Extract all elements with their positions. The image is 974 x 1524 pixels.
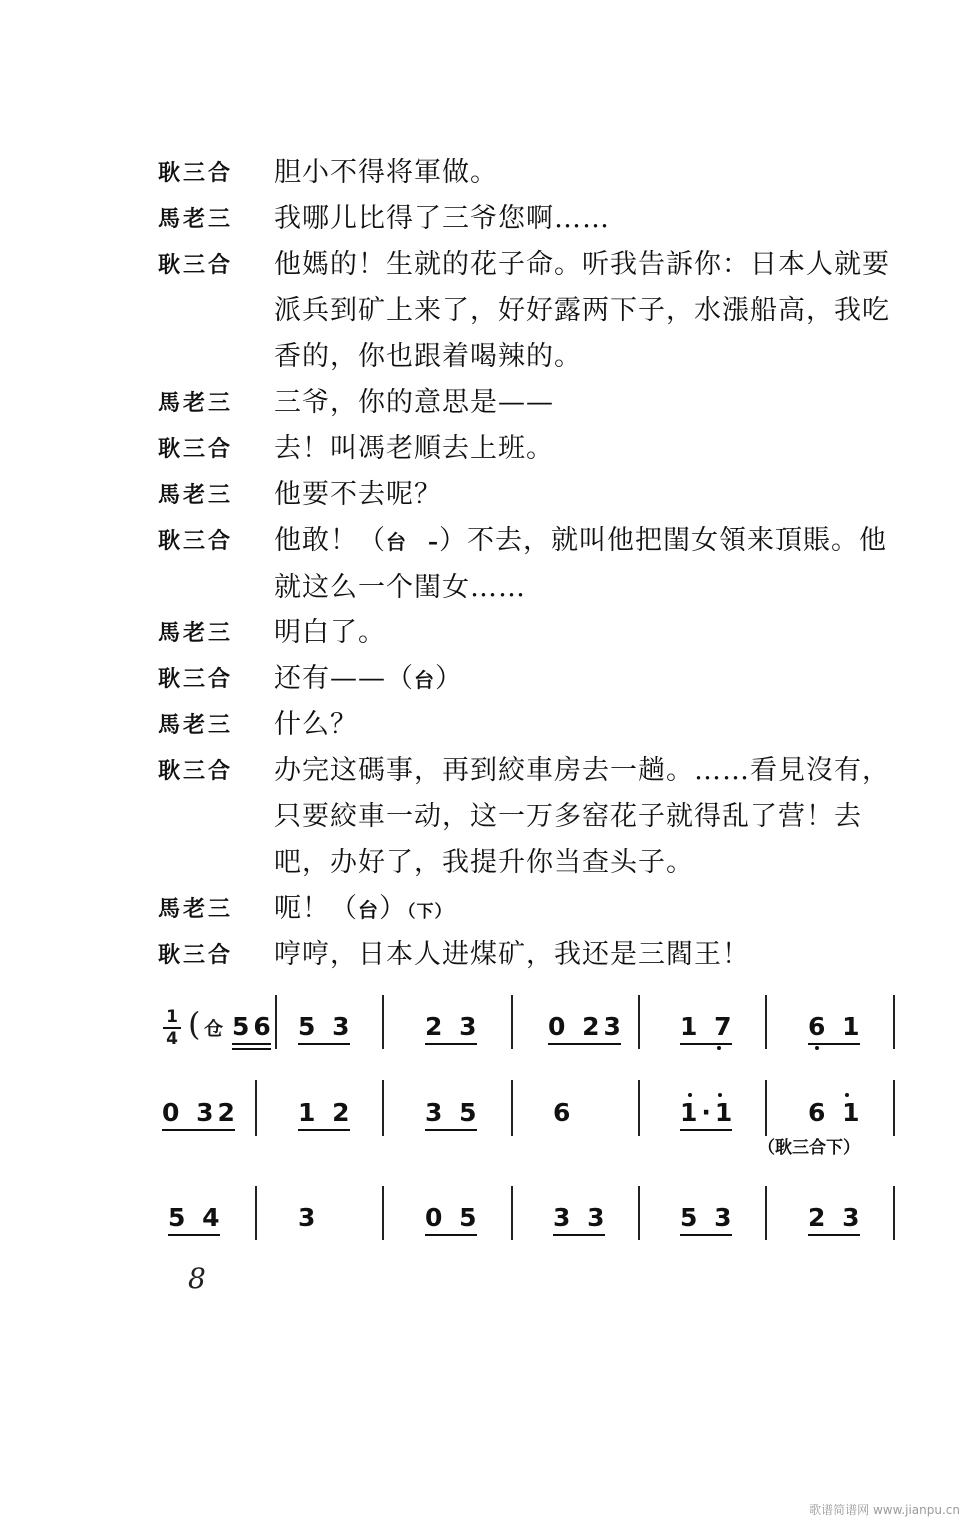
barline (382, 995, 384, 1049)
octave-dot (688, 1093, 692, 1097)
stage-direction: 台 – (386, 530, 439, 554)
stage-direction: 台 (358, 898, 379, 922)
speech-text: 三爷，你的意思是—— (274, 387, 554, 418)
beam-underline (680, 1234, 732, 1236)
speaker-name: 耿三合 (158, 253, 234, 278)
measure-notes: 2 3 (425, 1012, 481, 1041)
speaker-name: 馬老三 (158, 713, 234, 738)
octave-dot (845, 1093, 849, 1097)
beam-underline (680, 1129, 732, 1131)
speaker-name: 馬老三 (158, 391, 234, 416)
score-measure (298, 1203, 319, 1232)
stage-direction: 台 (414, 668, 435, 692)
measure-notes: 5 3 (680, 1203, 736, 1232)
speech-text: 他媽的！生就的花子命。听我告訴你：日本人就要派兵到矿上来了，好好露两下子，水漲船高，我吃香的，你也跟着喝辣的。 (274, 249, 890, 372)
speech-text-before: 还有——（ (274, 663, 414, 694)
time-signature-bottom: 4 (166, 1029, 178, 1049)
speech-text-after: ）不去，就叫他把閨女領来頂賬。他就这么一个閨女…… (274, 525, 887, 603)
speech-text-before: 呃！（ (274, 893, 358, 924)
barline (765, 1186, 767, 1240)
speech-text: 什么？ (274, 709, 358, 740)
speaker-name: 馬老三 (158, 897, 234, 922)
beam-underline (168, 1234, 220, 1236)
barline (765, 995, 767, 1049)
octave-dot (717, 1046, 721, 1050)
measure-notes: 56 (232, 1012, 275, 1041)
score-measure (425, 1012, 481, 1041)
barline (893, 1186, 895, 1240)
measure-notes: 5 3 (298, 1012, 354, 1041)
measure-notes: 0 23 (548, 1012, 625, 1041)
score-measure (553, 1098, 574, 1127)
measure-notes: 6 (553, 1098, 575, 1127)
speech-text: 明白了。 (274, 617, 386, 648)
barline (511, 1186, 513, 1240)
beam-underline (553, 1234, 605, 1236)
watermark: 歌谱简谱网 www.jianpu.cn (809, 1503, 960, 1517)
opening-parenthesis: ( (188, 1005, 201, 1043)
speech-text: 办完这碼事，再到絞車房去一趟。……看見沒有，只要絞車一动，这一万多窑花子就得乱了营！去吧，办好了，我提升你当查头子。 (274, 755, 890, 878)
barline (638, 1080, 640, 1136)
speech-text: 我哪儿比得了三爷您啊…… (274, 203, 610, 234)
score-measure (425, 1098, 481, 1127)
barline (893, 1080, 895, 1136)
speech-text-after: ） (435, 663, 463, 694)
speaker-name: 耿三合 (158, 943, 234, 968)
speaker-name: 馬老三 (158, 621, 234, 646)
speaker-name: 馬老三 (158, 483, 234, 508)
beam-underline (162, 1129, 235, 1131)
score-measure (162, 1098, 239, 1127)
barline (255, 1080, 257, 1136)
time-signature-top: 1 (166, 1007, 178, 1027)
speaker-name: 耿三合 (158, 759, 234, 784)
barline (638, 995, 640, 1049)
beam-underline (232, 1048, 271, 1050)
page-number: 8 (188, 1262, 206, 1295)
percussion-mark: 仓 (204, 1018, 224, 1040)
exit-annotation: （耿三合下） (758, 1138, 860, 1158)
score-measure (808, 1098, 864, 1127)
beam-underline (425, 1043, 477, 1045)
speaker-name: 耿三合 (158, 161, 234, 186)
measure-notes: 3 5 (425, 1098, 481, 1127)
measure-notes: 1 2 (298, 1098, 354, 1127)
speaker-name: 耿三合 (158, 437, 234, 462)
speaker-name: 馬老三 (158, 207, 234, 232)
measure-notes: 6 1 (808, 1012, 864, 1041)
score-measure (168, 1203, 224, 1232)
beam-underline (425, 1234, 477, 1236)
measure-notes: 3 (298, 1203, 320, 1232)
barline (382, 1186, 384, 1240)
octave-dot (718, 1093, 722, 1097)
measure-notes: 1 7 (680, 1012, 736, 1041)
beam-underline (298, 1043, 350, 1045)
score-measure (680, 1203, 736, 1232)
score-measure (808, 1012, 864, 1041)
measure-notes: 6 1 (808, 1098, 864, 1127)
score-measure (298, 1012, 354, 1041)
barline (511, 995, 513, 1049)
speech-text: 胆小不得将軍做。 (274, 157, 498, 188)
measure-notes: 5 4 (168, 1203, 224, 1232)
speaker-name: 耿三合 (158, 529, 234, 554)
speech-text: 他要不去呢？ (274, 479, 442, 510)
stage-direction-exit: （下） (407, 902, 453, 922)
octave-dot (815, 1046, 819, 1050)
beam-underline (808, 1234, 860, 1236)
beam-underline (232, 1043, 271, 1045)
speech-text-before: 他敢！（ (274, 525, 386, 556)
measure-notes: 0 32 (162, 1098, 239, 1127)
barline (382, 1080, 384, 1136)
speaker-name: 耿三合 (158, 667, 234, 692)
beam-underline (298, 1129, 350, 1131)
measure-notes: 0 5 (425, 1203, 481, 1232)
beam-underline (808, 1043, 860, 1045)
beam-underline (680, 1043, 732, 1045)
barline (893, 995, 895, 1049)
barline (255, 1186, 257, 1240)
beam-underline (548, 1043, 621, 1045)
speech-text-after: ） (379, 893, 407, 924)
barline (511, 1080, 513, 1136)
speech-text: 去！叫馮老順去上班。 (274, 433, 554, 464)
measure-notes: 3 3 (553, 1203, 609, 1232)
speech-text: 哼哼，日本人进煤矿，我还是三閻王！ (274, 939, 750, 970)
score-measure (680, 1012, 736, 1041)
score-measure (553, 1203, 609, 1232)
score-measure (298, 1098, 354, 1127)
barline (275, 995, 277, 1049)
time-signature (163, 1008, 181, 1048)
beam-underline (425, 1129, 477, 1131)
score-measure (680, 1098, 736, 1127)
score-measure (548, 1012, 625, 1041)
score-measure (232, 1012, 275, 1041)
barline (638, 1186, 640, 1240)
barline (765, 1080, 767, 1136)
measure-notes: 2 3 (808, 1203, 864, 1232)
measure-notes: 1·1 (680, 1098, 737, 1127)
score-measure (425, 1203, 481, 1232)
score-measure (808, 1203, 864, 1232)
